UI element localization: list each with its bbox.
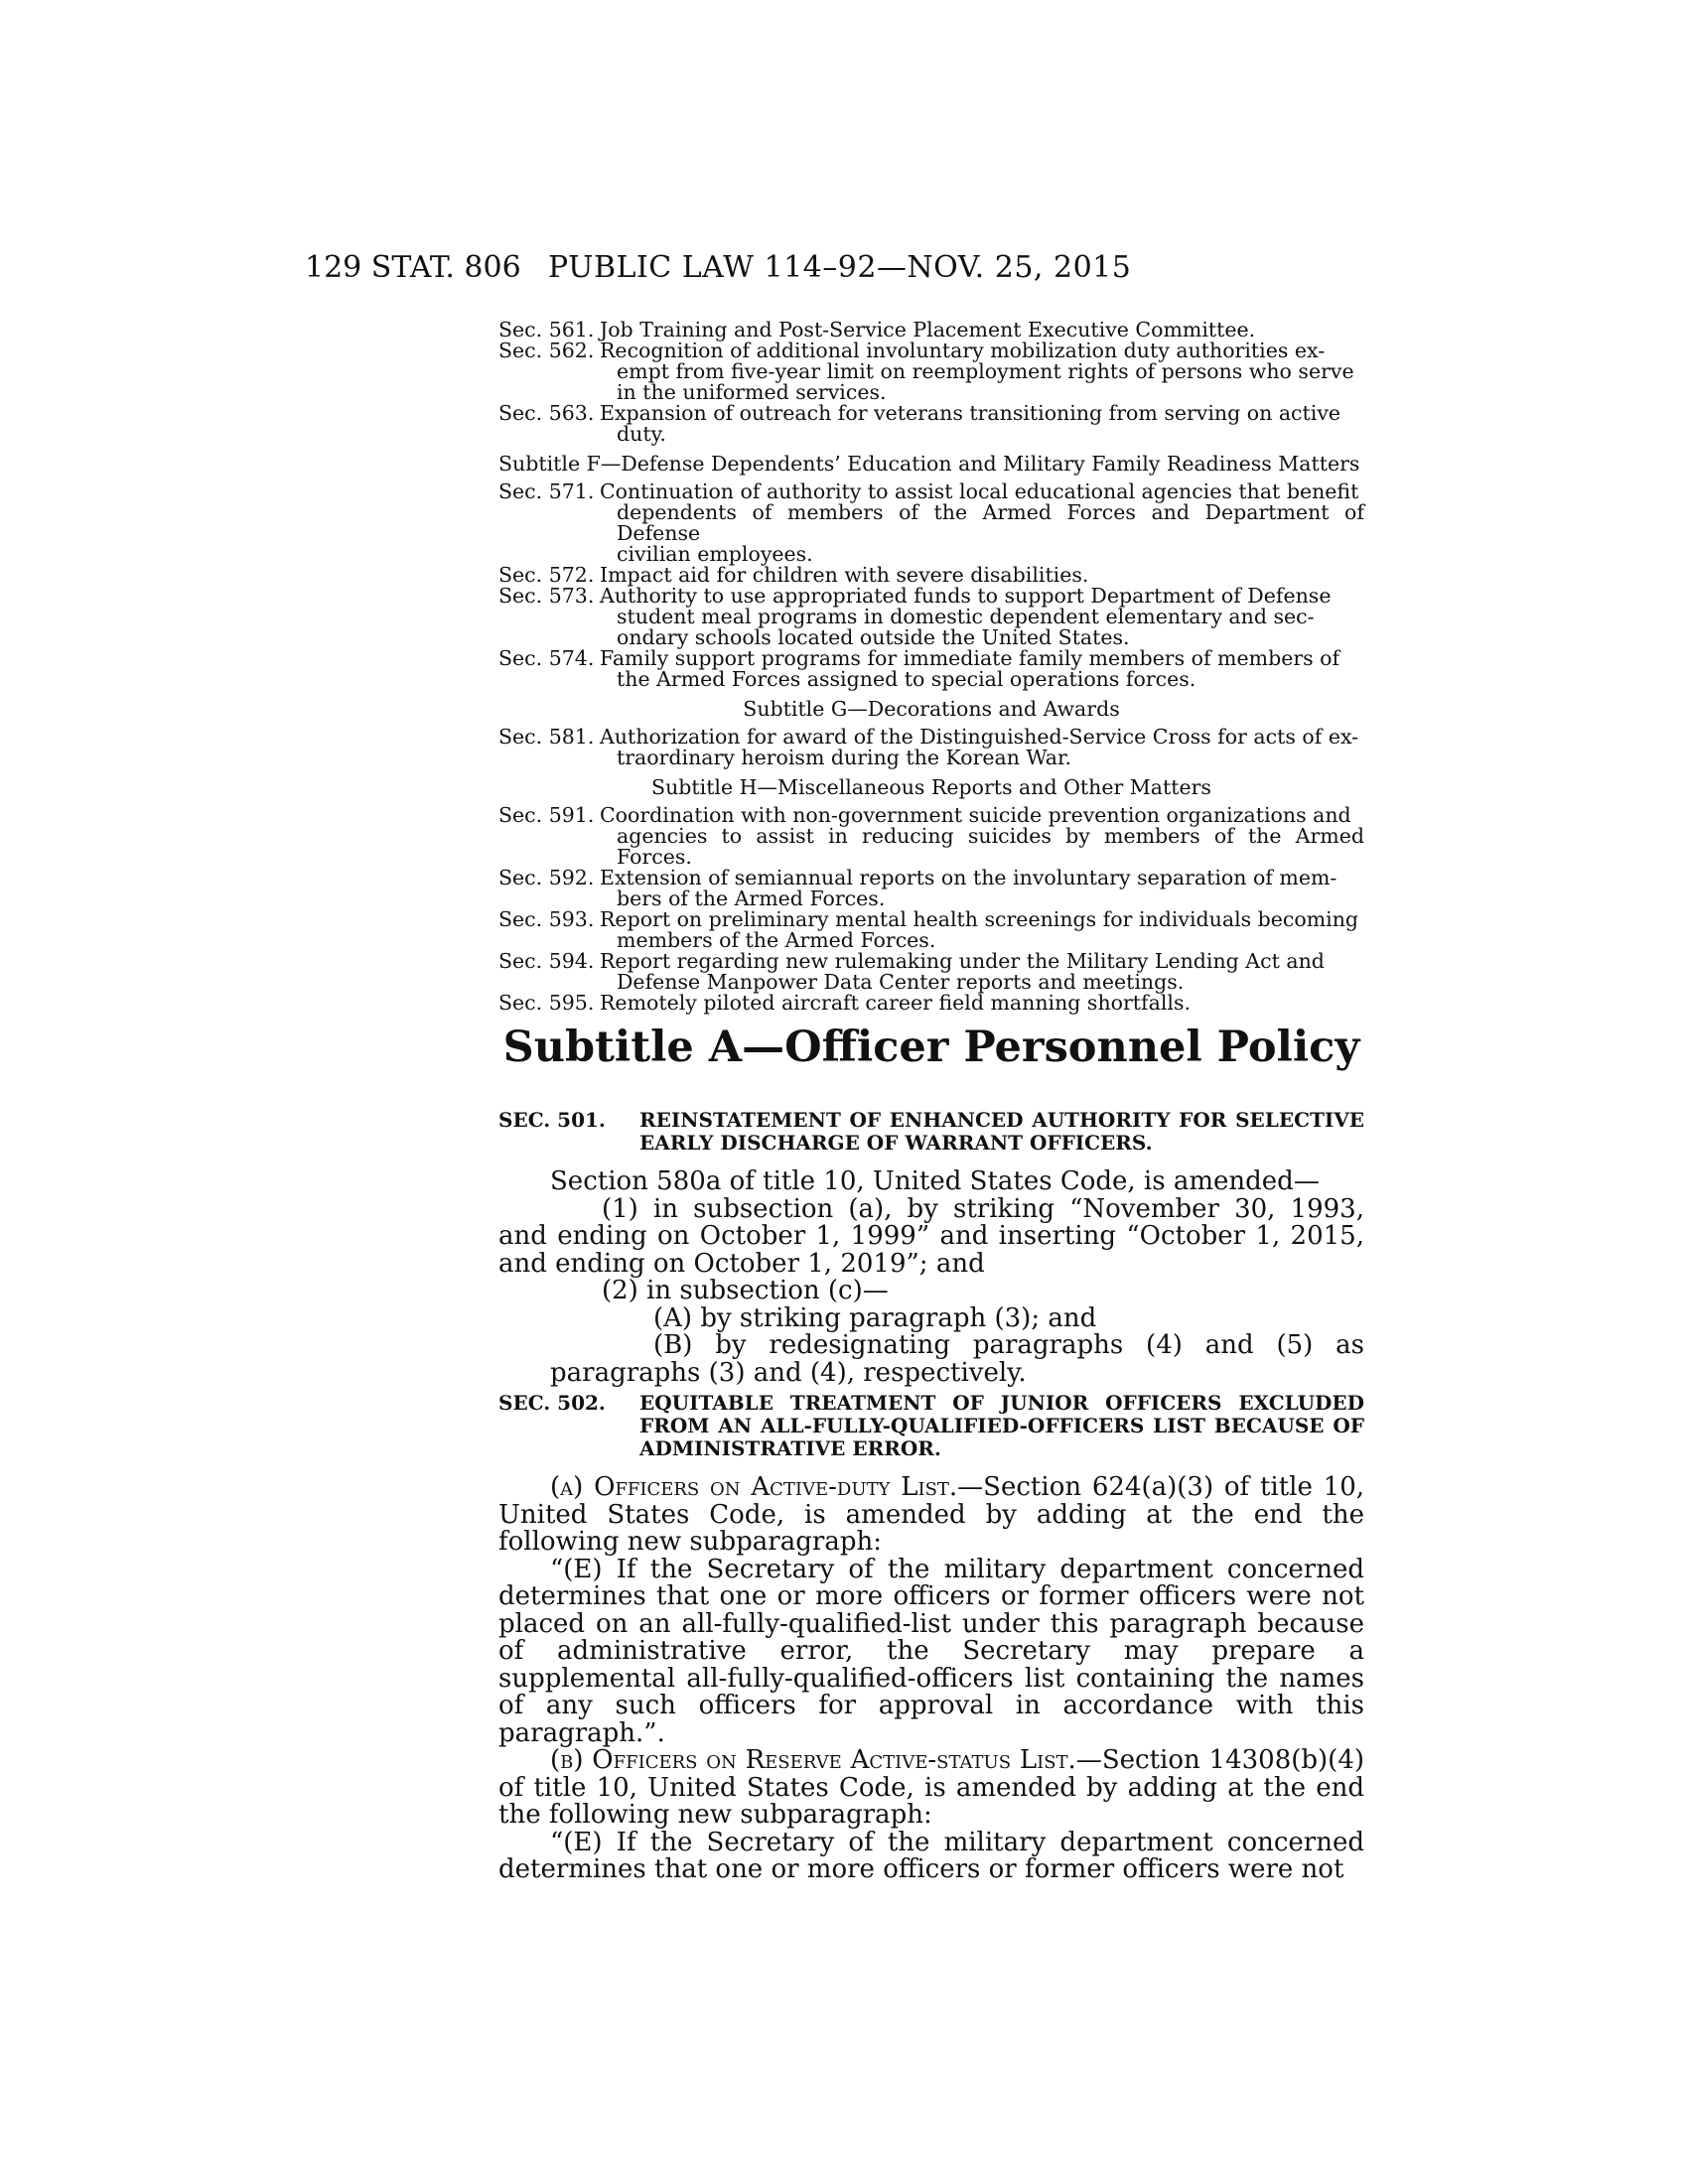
toc-entry	[498, 993, 1364, 1014]
toc-line: Authorization for award of the Distinguished-Service Cross for acts of ex-	[600, 725, 1359, 749]
subsection-label: (b) Officers on Reserve Active-status List.	[550, 1745, 1076, 1775]
toc-line: Remotely piloted aircraft career field manning shortfalls.	[600, 991, 1191, 1015]
toc-section-title	[600, 403, 1364, 445]
toc-section-title	[600, 993, 1364, 1014]
paragraph: (B) by redesignating paragraphs (4) and (5) as paragraphs (3) and (4), respectively.	[550, 1330, 1364, 1388]
subsection-text: —Section 14308(b)(4) of title 10, United States Code, is amended by adding at the end the following new subparagraph:	[498, 1745, 1365, 1830]
toc-line: bers of the Armed Forces.	[617, 887, 886, 910]
paragraph: (2) in subsection (c)—	[602, 1276, 889, 1305]
toc-entry	[498, 648, 1364, 690]
toc-section-number: Sec. 592.	[498, 866, 595, 889]
toc-section-number: Sec. 595.	[498, 991, 595, 1015]
toc-section-number: Sec. 593.	[498, 907, 595, 931]
toc-line: the Armed Forces assigned to special operations forces.	[617, 667, 1196, 691]
toc-entry	[498, 481, 1364, 565]
toc-section-number: Sec. 574.	[498, 646, 595, 670]
section-501-heading	[498, 1109, 1364, 1155]
toc-entry	[498, 565, 1364, 586]
toc-entry	[498, 586, 1364, 648]
toc-entry	[498, 320, 1364, 341]
paragraph: (A) by striking paragraph (3); and	[653, 1302, 1097, 1333]
section-502	[498, 1392, 1364, 1884]
toc-entry	[498, 805, 1364, 868]
toc-section-title	[600, 868, 1364, 909]
toc-line: Impact aid for children with severe disabilities.	[600, 563, 1089, 587]
section-number: SEC. 501.	[498, 1108, 606, 1132]
toc-group-g	[498, 727, 1364, 768]
toc-line: Coordination with non-government suicide prevention organizations and	[600, 803, 1351, 827]
toc-line: Expansion of outreach for veterans transitioning from serving on active	[600, 401, 1341, 425]
toc-section-title	[600, 648, 1364, 690]
toc-subtitle-g: Subtitle G—Decorations and Awards	[743, 697, 1120, 721]
toc-section-number: Sec. 571.	[498, 479, 595, 503]
section-501	[498, 1109, 1364, 1387]
toc-line: Family support programs for immediate family members of members of	[600, 646, 1340, 670]
toc-section-title	[600, 586, 1364, 648]
toc-line: in the uniformed services.	[617, 380, 887, 404]
toc-line: civilian employees.	[617, 542, 813, 566]
section-number: SEC. 502.	[498, 1391, 606, 1415]
toc-section-number: Sec. 594.	[498, 949, 595, 973]
toc-section-title	[600, 951, 1364, 993]
running-header: PUBLIC LAW 114–92—NOV. 25, 2015	[548, 250, 1132, 285]
section-title: EQUITABLE TREATMENT OF JUNIOR OFFICERS EXCLUDED FROM AN ALL-FULLY-QUALIFIED-OFFICERS LIST BECAUSE OF ADMINISTRATIVE ERROR.	[639, 1391, 1364, 1460]
toc-line: Authority to use appropriated funds to support Department of Defense	[600, 584, 1332, 608]
toc-line: dependents of members of the Armed Forces and Department of Defense	[617, 500, 1364, 545]
toc-group-h	[498, 805, 1364, 1014]
toc-entry	[498, 951, 1364, 993]
toc-line: Recognition of additional involuntary mobilization duty authorities ex-	[600, 339, 1326, 362]
toc-line: ondary schools located outside the United States.	[617, 625, 1130, 649]
toc-line: duty.	[617, 422, 666, 446]
toc-section-title	[600, 341, 1364, 403]
toc-line: Report on preliminary mental health screenings for individuals becoming	[600, 907, 1359, 931]
toc-subtitle-h: Subtitle H—Miscellaneous Reports and Other Matters	[651, 775, 1211, 799]
toc-line: Job Training and Post-Service Placement Executive Committee.	[600, 318, 1256, 341]
toc-group-e	[498, 320, 1364, 445]
subsection-text: —Section 624(a)(3) of title 10, United States Code, is amended by adding at the end the following new subparagraph:	[498, 1472, 1364, 1557]
toc-section-title	[600, 909, 1364, 951]
section-502-heading	[498, 1392, 1364, 1460]
toc-line: Defense Manpower Data Center reports and meetings.	[617, 970, 1185, 994]
paragraph: Section 580a of title 10, United States Code, is amended—	[550, 1166, 1320, 1196]
toc-entry	[498, 403, 1364, 445]
toc-section-title	[600, 727, 1364, 768]
toc-section-title	[600, 481, 1364, 565]
toc-section-number: Sec. 572.	[498, 563, 595, 587]
toc-section-title	[600, 805, 1364, 868]
toc-entry	[498, 868, 1364, 909]
toc-entry	[498, 909, 1364, 951]
toc-line: student meal programs in domestic dependent elementary and sec-	[617, 605, 1315, 628]
toc-line: Continuation of authority to assist local educational agencies that benefit	[600, 479, 1359, 503]
paragraph	[498, 1474, 1364, 1557]
stat-page-number: 129 STAT. 806	[305, 250, 521, 285]
paragraph: (1) in subsection (a), by striking “November 30, 1993, and ending on October 1, 1999” and inserting “October 1, 2015, and ending on October 1, 2019”; and	[498, 1193, 1364, 1279]
toc-line: members of the Armed Forces.	[617, 928, 936, 952]
toc-group-f	[498, 481, 1364, 690]
toc-line: Report regarding new rulemaking under the Military Lending Act and	[600, 949, 1325, 973]
toc-line: agencies to assist in reducing suicides by members of the Armed Forces.	[617, 824, 1364, 869]
toc-section-number: Sec. 573.	[498, 584, 595, 608]
paragraph	[498, 1747, 1364, 1830]
toc-section-number: Sec. 561.	[498, 318, 595, 341]
quoted-paragraph: “(E) If the Secretary of the military department concerned determines that one or more officers or former officers were not placed on an all-fully-qualified-list under this paragraph because of administrative error, the Secretary may prepare a supplemental all-fully-qualified-officers list containing the names of any such officers for approval in accordance with this paragraph.”.	[498, 1554, 1364, 1748]
toc-line: Extension of semiannual reports on the involuntary separation of mem-	[600, 866, 1337, 889]
toc-section-number: Sec. 591.	[498, 803, 595, 827]
toc-entry	[498, 341, 1364, 403]
toc-section-title	[600, 565, 1364, 586]
subsection-label: (a) Officers on Active-duty List.	[550, 1472, 958, 1502]
table-of-contents	[498, 320, 1364, 1014]
toc-section-number: Sec. 563.	[498, 401, 595, 425]
toc-entry	[498, 727, 1364, 768]
quoted-paragraph: “(E) If the Secretary of the military department concerned determines that one or more officers or former officers were not	[498, 1827, 1364, 1884]
toc-section-number: Sec. 581.	[498, 725, 595, 749]
toc-subtitle-f: Subtitle F—Defense Dependents’ Education and Military Family Readiness Matters	[498, 452, 1360, 476]
toc-line: empt from five-year limit on reemployment rights of persons who serve	[617, 359, 1354, 383]
toc-section-title	[600, 320, 1364, 341]
toc-section-number: Sec. 562.	[498, 339, 595, 362]
section-title: REINSTATEMENT OF ENHANCED AUTHORITY FOR SELECTIVE EARLY DISCHARGE OF WARRANT OFFICERS.	[639, 1108, 1364, 1155]
toc-line: traordinary heroism during the Korean War.	[617, 746, 1072, 769]
subtitle-a-heading: Subtitle A—Officer Personnel Policy	[502, 1023, 1360, 1072]
